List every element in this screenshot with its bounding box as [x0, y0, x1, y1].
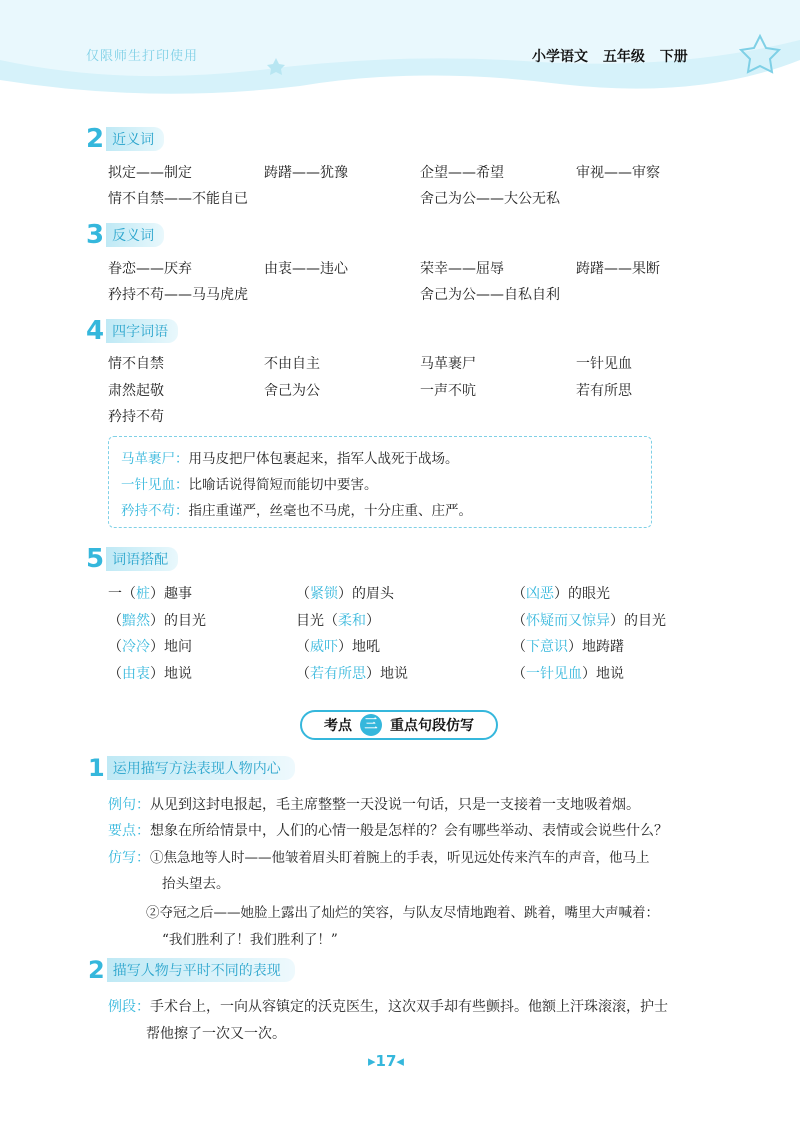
collocation-answer: 下意识 — [526, 639, 568, 655]
collocation-answer: 由衷 — [122, 666, 150, 682]
idiom-item: 一声不吭 — [420, 383, 476, 399]
example-sentence: 例句：从见到这封电报起，毛主席整整一天没说一句话，只是一支接着一支地吸着烟。 — [108, 797, 640, 813]
collocation-answer: 黯然 — [122, 613, 150, 629]
part-title: 描写人物与平时不同的表现 — [107, 958, 295, 982]
page-arrow-right-icon: ◂ — [396, 1052, 404, 1070]
idiom-item: 肃然起敬 — [108, 383, 164, 399]
section-title: 词语搭配 — [106, 547, 178, 571]
example-paragraph-cont: 帮他擦了一次又一次。 — [146, 1026, 286, 1042]
synonym-item: 审视——审察 — [576, 165, 660, 181]
note-text: 比喻话说得简短而能切中要害。 — [188, 477, 378, 493]
note-line — [121, 473, 378, 493]
part-number: 2 — [88, 956, 105, 984]
key-point-text: 要点：想象在所给情景中，人们的心情一般是怎样的？会有哪些举动、表情或会说些什么？ — [108, 823, 668, 839]
watermark: 仅限师生打印使用 — [86, 49, 199, 64]
collocation-answer: 一针见血 — [526, 666, 582, 682]
collocation-answer: 冷冷 — [122, 639, 150, 655]
collocation-item: （冷冷）地问 — [108, 639, 192, 655]
collocation-item: （黯然）的目光 — [108, 613, 206, 629]
part1-header — [88, 756, 295, 780]
collocation-answer: 凶恶 — [526, 586, 554, 602]
note-line — [121, 499, 472, 519]
example-paragraph: 例段：手术台上，一向从容镇定的沃克医生，这次双手却有些颤抖。他额上汗珠滚滚，护士 — [108, 999, 668, 1015]
note-line — [121, 447, 459, 467]
point-label: 考点 — [324, 718, 352, 734]
idiom-item: 若有所思 — [576, 383, 632, 399]
collocation-answer: 柔和 — [338, 613, 366, 629]
section-number: 2 — [86, 124, 105, 154]
idiom-item: 不由自主 — [264, 356, 320, 372]
point-title: 重点句段仿写 — [390, 718, 474, 734]
note-term: 马革裹尸： — [121, 451, 189, 467]
collocation-answer: 若有所思 — [310, 666, 366, 682]
section-antonyms-header — [86, 222, 164, 248]
section-number: 3 — [86, 220, 105, 250]
idiom-notes-box — [108, 436, 652, 528]
imitation-1: 仿写：①焦急地等人时——他皱着眉头盯着腕上的手表，听见远处传来汽车的声音，他马上 — [108, 850, 650, 866]
antonym-item: 荣幸——屈辱 — [420, 261, 504, 277]
point-number-badge: 三 — [360, 714, 382, 736]
collocation-item: （凶恶）的眼光 — [512, 586, 610, 602]
synonym-item: 舍己为公——大公无私 — [420, 191, 560, 207]
note-term: 一针见血： — [121, 477, 189, 493]
section-title: 四字词语 — [106, 319, 178, 343]
synonym-item: 情不自禁——不能自已 — [108, 191, 248, 207]
note-term: 矜持不苟： — [121, 503, 189, 519]
collocation-item: 目光（柔和） — [296, 613, 380, 629]
page-arrow-left-icon: ▸ — [368, 1052, 376, 1070]
key-label: 要点： — [108, 823, 150, 839]
section-number: 5 — [86, 544, 105, 574]
collocation-answer: 紧锁 — [310, 586, 338, 602]
collocation-item: （威吓）地吼 — [296, 639, 380, 655]
imitation-2: ②夺冠之后——她脸上露出了灿烂的笑容，与队友尽情地跑着、跳着，嘴里大声喊着： — [146, 905, 659, 921]
collocation-item: （下意识）地踌躇 — [512, 639, 624, 655]
example-label: 例段： — [108, 999, 150, 1015]
part-title: 运用描写方法表现人物内心 — [107, 756, 295, 780]
page-number: ▸17◂ — [368, 1052, 404, 1070]
imitation-2-cont: “我们胜利了！我们胜利了！” — [162, 932, 338, 948]
idiom-item: 马革裹尸 — [420, 356, 476, 372]
collocation-item: （怀疑而又惊异）的目光 — [512, 613, 666, 629]
collocation-answer: 威吓 — [310, 639, 338, 655]
idiom-item: 一针见血 — [576, 356, 632, 372]
collocation-answer: 怀疑而又惊异 — [526, 613, 610, 629]
collocation-item: （由衷）地说 — [108, 666, 192, 682]
part-number: 1 — [88, 754, 105, 782]
section-synonyms-header — [86, 126, 164, 152]
key-point-banner — [300, 710, 498, 740]
synonym-item: 拟定——制定 — [108, 165, 192, 181]
antonym-item: 眷恋——厌弃 — [108, 261, 192, 277]
section-idioms-header — [86, 318, 178, 344]
synonym-item: 企望——希望 — [420, 165, 504, 181]
antonym-item: 舍己为公——自私自利 — [420, 287, 560, 303]
imitation-1-cont: 抬头望去。 — [162, 876, 230, 892]
subject-label: 小学语文 五年级 下册 — [532, 49, 688, 65]
section-title: 反义词 — [106, 223, 164, 247]
imitation-label: 仿写： — [108, 850, 150, 866]
antonym-item: 踌躇——果断 — [576, 261, 660, 277]
note-text: 指庄重谨严，丝毫也不马虎，十分庄重、庄严。 — [188, 503, 472, 519]
synonym-item: 踌躇——犹豫 — [264, 165, 348, 181]
section-number: 4 — [86, 316, 105, 346]
collocation-item: （若有所思）地说 — [296, 666, 408, 682]
idiom-item: 舍己为公 — [264, 383, 320, 399]
antonym-item: 矜持不苟——马马虎虎 — [108, 287, 248, 303]
collocation-item: （紧锁）的眉头 — [296, 586, 394, 602]
part2-header — [88, 958, 295, 982]
antonym-item: 由衷——违心 — [264, 261, 348, 277]
collocation-answer: 桩 — [136, 586, 150, 602]
example-label: 例句： — [108, 797, 150, 813]
section-title: 近义词 — [106, 127, 164, 151]
idiom-item: 情不自禁 — [108, 356, 164, 372]
note-text: 用马皮把尸体包裹起来，指军人战死于战场。 — [188, 451, 459, 467]
section-collocations-header — [86, 546, 178, 572]
collocation-item: （一针见血）地说 — [512, 666, 624, 682]
collocation-item: 一（桩）趣事 — [108, 586, 192, 602]
idiom-item: 矜持不苟 — [108, 409, 164, 425]
